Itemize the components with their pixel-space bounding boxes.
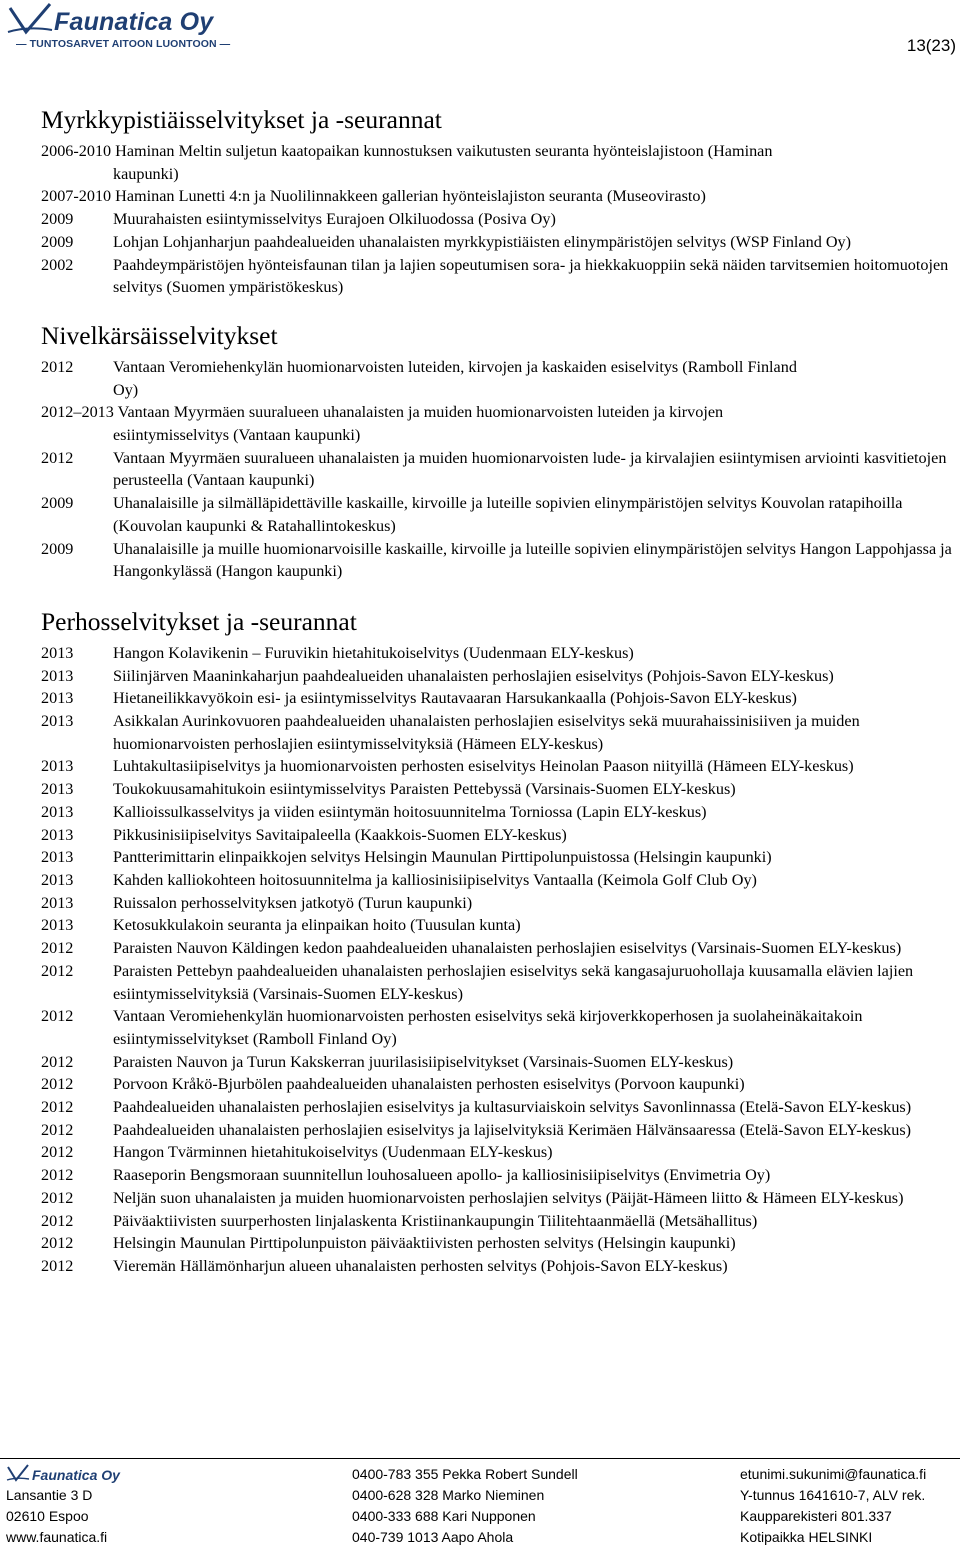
entry-year: 2012: [41, 1075, 74, 1094]
footer-address: [6, 1464, 206, 1548]
entry-year: 2012: [41, 1166, 74, 1185]
entry-year: 2012: [41, 1120, 74, 1139]
entry-year: 2012: [41, 1052, 74, 1071]
list-item: [41, 1255, 953, 1278]
entry-text: Muurahaisten esiintymisselvitys Eurajoen Olkiluodossa (Posiva Oy): [113, 210, 556, 229]
brand-name: Faunatica Oy: [54, 8, 214, 36]
entry-text: Hangon Tvärminnen hietahitukoiselvitys (Uudenmaan ELY-keskus): [113, 1143, 553, 1162]
entry-text: Luhtakultasiipiselvitys ja huomionarvoisten perhosten esiselvitys Heinolan Paason niityillä (Hämeen ELY-keskus): [113, 757, 854, 776]
entry-year: 2013: [41, 893, 74, 912]
list-item: [41, 254, 953, 299]
entry-text: Paraisten Pettebyn paahdealueiden uhanalaisten perhoslajien esiselvitys sekä kangasajuruohollaja kuusamalla elävien lajien esiintymisselvityksiä (Varsinais-Suomen ELY-keskus): [113, 961, 914, 1003]
entry-year: 2009: [41, 494, 74, 513]
entry-text: Paraisten Nauvon ja Turun Kakskerran juurilasisiipiselvitykset (Varsinais-Suomen ELY-keskus): [113, 1052, 734, 1071]
contact-ahola: 040-739 1013 Aapo Ahola: [352, 1529, 514, 1545]
entry-text: Vantaan Myyrmäen suuralueen uhanalaisten ja muiden huomionarvoisten lude- ja kirvalajien esiintymisen arviointi kasvitietojen perusteella (Vantaan kaupunki): [113, 448, 947, 490]
list-item: [41, 208, 953, 231]
list-item: [41, 960, 953, 1005]
list-item: [41, 401, 953, 446]
entry-year: 2013: [41, 780, 74, 799]
entry-text: Vantaan Veromiehenkylän huomionarvoisten luteiden, kirvojen ja kaskaiden esiselvitys (Ramboll Finland: [113, 357, 797, 376]
list-item: [41, 914, 953, 937]
entry-text: Lohjan Lohjanharjun paahdealueiden uhanalaisten myrkkypistiäisten elinympäristöjen selvitys (WSP Finland Oy): [113, 232, 852, 251]
footer-business-id: Y-tunnus 1641610-7, ALV rek.: [740, 1487, 926, 1503]
contact-nieminen: 0400-628 328 Marko Nieminen: [352, 1487, 545, 1503]
entry-text: Pantterimittarin elinpaikkojen selvitys Helsingin Maunulan Pirttipolunpuistossa (Helsingin kaupunki): [113, 848, 772, 867]
list-item: [41, 1232, 953, 1255]
entry-text: Neljän suon uhanalaisten ja muiden huomionarvoisten perhoslajien selvitys (Päijät-Hämeen liitto & Hämeen ELY-keskus): [113, 1188, 904, 1207]
list-item: [41, 1210, 953, 1233]
list-item: [41, 1141, 953, 1164]
list-item: [41, 231, 953, 254]
list-item: [41, 538, 953, 583]
list-item: [41, 665, 953, 688]
list-item: [41, 1051, 953, 1074]
entry-year: 2012: [41, 1256, 74, 1275]
footer-website[interactable]: www.faunatica.fi: [6, 1529, 108, 1545]
entry-text: Kahden kalliokohteen hoitosuunnitelma ja kalliosinisiipiselvitys Vantaalla (Keimola Golf Club Oy): [113, 870, 757, 889]
entry-text: Siilinjärven Maaninkaharjun paahdealueiden uhanalaisten perhoslajien esiselvitys (Pohjois-Savon ELY-keskus): [113, 666, 834, 685]
entry-year: 2009: [41, 539, 74, 558]
list-item: [41, 846, 953, 869]
page-number: 13(23): [906, 36, 956, 55]
entry-text: Paahdealueiden uhanalaisten perhoslajien esiselvitys ja lajiselvityksiä Kerimäen Hälvänsaaressa (Etelä-Savon ELY-keskus): [113, 1120, 912, 1139]
entry-text: Toukokuusamahitukoin esiintymisselvitys Paraisten Pettebyssä (Varsinais-Suomen ELY-keskus): [113, 780, 736, 799]
footer-contacts: [352, 1464, 652, 1548]
entry-text: Ketosukkulakoin seuranta ja elinpaikan hoito (Tuusulan kunta): [113, 916, 521, 935]
entry-text: Paraisten Nauvon Käldingen kedon paahdealueiden uhanalaisten perhoslajien esiselvitys (Varsinais-Suomen ELY-keskus): [113, 939, 902, 958]
entry-text: Paahdeympäristöjen hyönteisfaunan tilan ja lajien sopeutumisen sora- ja hiekkakuoppiin sekä näiden tarvitsemien hoitomuotojen selvitys (Suomen ympäristökeskus): [113, 255, 949, 297]
entry-continuation: kaupunki): [113, 164, 179, 183]
entry-continuation: esiintymisselvitys (Vantaan kaupunki): [113, 426, 361, 445]
entry-text: 2012–2013 Vantaan Myyrmäen suuralueen uhanalaisten ja muiden huomionarvoisten luteiden ja kirvojen: [41, 403, 724, 422]
entry-year: 2012: [41, 357, 74, 376]
list-item: [41, 687, 953, 710]
entry-text: Raaseporin Bengsmoraan suunnitellun louhosalueen apollo- ja kalliosinisiipiselvitys (Envimetria Oy): [113, 1166, 771, 1185]
entry-text: Uhanalaisille ja muille huomionarvoisille kaskaille, kirvoille ja luteille sopivien elinympäristöjen selvitys Hangon Lappohjassa ja Hangonkylässä (Hangon kaupunki): [113, 539, 952, 581]
entry-year: 2012: [41, 1007, 74, 1026]
contact-sundell: 0400-783 355 Pekka Robert Sundell: [352, 1466, 578, 1482]
list-item: [41, 869, 953, 892]
list-item: [41, 710, 953, 755]
entry-continuation: Oy): [113, 380, 139, 399]
footer-divider: [0, 1458, 960, 1459]
list-item: [41, 140, 953, 185]
entry-year: 2013: [41, 689, 74, 708]
footer-domicile: Kotipaikka HELSINKI: [740, 1529, 873, 1545]
entry-year: 2012: [41, 448, 74, 467]
entry-year: 2013: [41, 802, 74, 821]
entry-year: 2013: [41, 916, 74, 935]
entry-year: 2009: [41, 232, 74, 251]
entry-text: 2006-2010 Haminan Meltin suljetun kaatopaikan kunnostuksen vaikutusten seuranta hyönteislajistoon (Haminan: [41, 142, 773, 160]
entry-year: 2013: [41, 712, 74, 731]
list-item: [41, 937, 953, 960]
list-item: [41, 447, 953, 492]
entry-text: Vantaan Veromiehenkylän huomionarvoisten perhosten esiselvitys sekä kirjoverkkoperhosen ja suolaheinäkaitakoin esiintymisselvitykset (Ramboll Finland Oy): [113, 1007, 863, 1048]
list-item: [41, 755, 953, 778]
list-item: [41, 492, 953, 537]
section-heading: Perhosselvitykset ja -seurannat: [41, 606, 357, 636]
list-item: [41, 185, 953, 208]
entry-year: 2012: [41, 1188, 74, 1207]
list-item: [41, 356, 953, 401]
entry-year: 2012: [41, 961, 74, 980]
footer-logo: [6, 1464, 206, 1485]
list-item: [41, 778, 953, 801]
header-logo: [6, 2, 231, 50]
entry-year: 2013: [41, 757, 74, 776]
entry-year: 2013: [41, 870, 74, 889]
list-item: [41, 892, 953, 915]
entry-text: Hangon Kolavikenin – Furuvikin hietahitukoiselvitys (Uudenmaan ELY-keskus): [113, 643, 634, 662]
footer-brand: Faunatica Oy: [32, 1467, 120, 1483]
entry-text: Kallioissulkasselvitys ja viiden esiintymän hoitosuunnitelma Torniossa (Lapin ELY-keskus): [113, 802, 707, 821]
entry-text: Ruissalon perhosselvityksen jatkotyö (Turun kaupunki): [113, 893, 473, 912]
bird-logo-icon: [6, 1464, 30, 1484]
entry-text: Hietaneilikkavyökoin esi- ja esiintymisselvitys Rautavaaran Harsukankaalla (Pohjois-Savon ELY-keskus): [113, 689, 797, 708]
entry-text: 2007-2010 Haminan Lunetti 4:n ja Nuolilinnakkeen gallerian hyönteislajiston seuranta (Museovirasto): [41, 187, 706, 206]
brand-tagline: — TUNTOSARVET AITOON LUONTOON —: [16, 38, 231, 50]
entry-text: Porvoon Kråkö-Bjurbölen paahdealueiden uhanalaisten perhosten esiselvitys (Porvoon kaupunki): [113, 1075, 745, 1094]
bird-logo-icon: [6, 2, 56, 40]
entry-year: 2013: [41, 666, 74, 685]
footer-street: Lansantie 3 D: [6, 1487, 93, 1503]
entry-year: 2002: [41, 255, 74, 274]
list-item: [41, 824, 953, 847]
footer-trade-register: Kaupparekisteri 801.337: [740, 1508, 892, 1524]
section-heading: Myrkkypistiäisselvitykset ja -seurannat: [41, 105, 442, 134]
entry-year: 2012: [41, 939, 74, 958]
entry-year: 2012: [41, 1098, 74, 1117]
entry-year: 2013: [41, 848, 74, 867]
footer-postcode: 02610 Espoo: [6, 1508, 89, 1524]
footer-company: [740, 1464, 958, 1548]
list-item: [41, 1005, 953, 1050]
entry-year: 2012: [41, 1211, 74, 1230]
entry-year: 2009: [41, 210, 74, 229]
list-item: [41, 1119, 953, 1142]
list-item: [41, 1073, 953, 1096]
entry-year: 2012: [41, 1234, 74, 1253]
entry-text: Helsingin Maunulan Pirttipolunpuiston päiväaktiivisten perhosten selvitys (Helsingin kaupunki): [113, 1234, 736, 1253]
list-item: [41, 1096, 953, 1119]
list-item: [41, 801, 953, 824]
entry-text: Vieremän Hällämönharjun alueen uhanalaisten perhosten selvitys (Pohjois-Savon ELY-keskus): [113, 1256, 728, 1275]
footer: [0, 1464, 960, 1553]
entry-year: 2013: [41, 643, 74, 662]
list-item: [41, 642, 953, 665]
entry-text: Pikkusinisiipiselvitys Savitaipaleella (Kaakkois-Suomen ELY-keskus): [113, 825, 567, 844]
entry-year: 2012: [41, 1143, 74, 1162]
contact-nupponen: 0400-333 688 Kari Nupponen: [352, 1508, 536, 1524]
list-item: [41, 1164, 953, 1187]
document-body: [41, 105, 953, 1278]
list-item: [41, 1187, 953, 1210]
entry-text: Paahdealueiden uhanalaisten perhoslajien esiselvitys ja kultasurviaiskoin selvitys Savonlinnassa (Etelä-Savon ELY-keskus): [113, 1098, 912, 1117]
entry-text: Päiväaktiivisten suurperhosten linjalaskenta Kristiinankaupungin Tiilitehtaanmäellä (Metsähallitus): [113, 1211, 758, 1230]
entry-text: Uhanalaisille ja silmälläpidettäville kaskaille, kirvoille ja luteille sopivien elinympäristöjen selvitys Kouvolan ratapihoilla (Kouvolan kaupunki & Ratahallintokeskus): [113, 494, 903, 535]
footer-email[interactable]: etunimi.sukunimi@faunatica.fi: [740, 1466, 927, 1482]
entry-text: Asikkalan Aurinkovuoren paahdealueiden uhanalaisten perhoslajien esiselvitys sekä muurahaissinisiiven ja muiden huomionarvoisten perhoslajien esiintymisselvityksiä (Hämeen ELY-keskus): [113, 712, 860, 753]
section-heading: Nivelkärsäisselvitykset: [41, 320, 278, 350]
entry-year: 2013: [41, 825, 74, 844]
